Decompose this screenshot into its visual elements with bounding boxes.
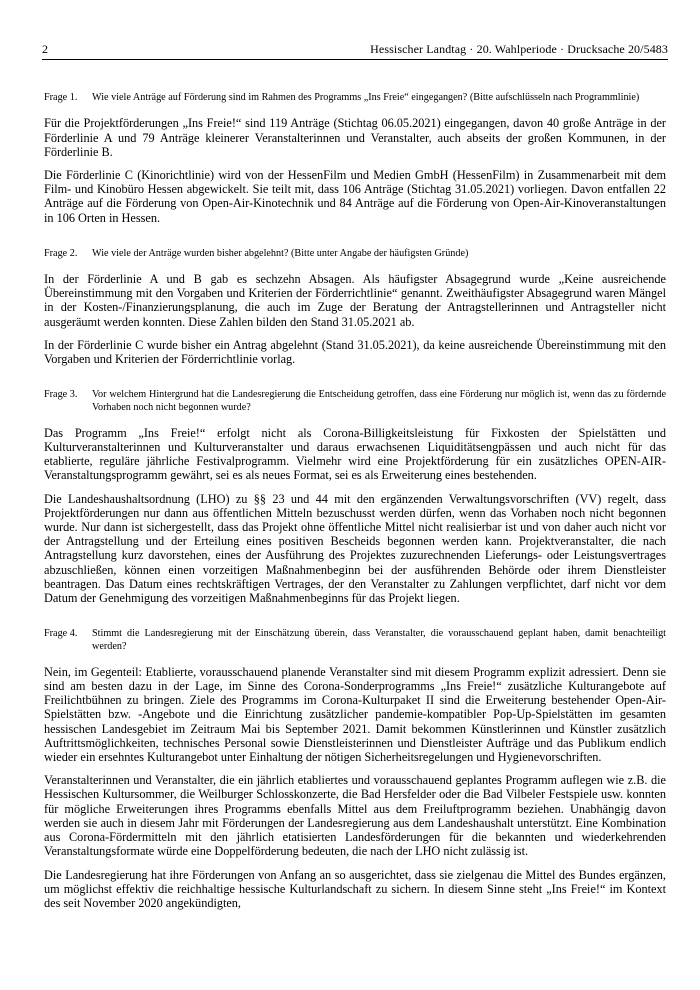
question-text: Wie viele Anträge auf Förderung sind im Rahmen des Programms „Ins Freie“ eingegangen? (Bitte aufschlüsseln nach Programmlinie) xyxy=(92,92,640,103)
question-section-3 xyxy=(44,389,666,605)
question-block xyxy=(44,628,666,653)
header-citation xyxy=(370,42,668,56)
header-document-number: Drucksache 20/5483 xyxy=(567,42,668,56)
question-label: Frage 2. xyxy=(44,247,78,259)
answer-paragraph: Die Landeshaushaltsordnung (LHO) zu §§ 23 und 44 mit den ergänzenden Verwaltungsvorschriften (VV) regelt, dass Projektförderungen nur dann aus öffentlichen Mitteln bezuschusst werden dürfen, wenn das Vorhaben noch nicht begonnen wurde. Nur dann ist sichergestellt, dass das Projekt ohne öffentliche Mittel nicht realisierbar ist und von daher auch nicht vor der Antragstellung und der Erteilung eines positiven Bescheids begonnen werden kann. Projektveranstalter, die nach Antragstellung kurz davorstehen, eines der Ausführung des Projektes zuzurechnenden Lieferungs- oder Leistungsvertrages abzuschließen, können einen vorzeitigen Maßnahmenbeginn bei der ausführenden Behörde oder ihrem Dienstleister beantragen. Das Datum eines rechtskräftigen Vertrages, der den Veranstalter zu Zahlungen verpflichtet, darf nicht vor dem Datum der Genehmigung des vorzeitigen Maßnahmenbeginns für das Projekt liegen. xyxy=(44,491,666,606)
header-publication: Hessischer Landtag xyxy=(370,42,467,56)
question-text: Vor welchem Hintergrund hat die Landesregierung die Entscheidung getroffen, dass eine Förderung nur möglich ist, wenn das zu fördernde Vorhaben noch nicht begonnen wurde? xyxy=(92,389,666,413)
document-body xyxy=(44,92,666,919)
question-label: Frage 3. xyxy=(44,389,78,401)
answer-paragraph: Die Förderlinie C (Kinorichtlinie) wird von der HessenFilm und Medien GmbH (HessenFilm) in Zusammenarbeit mit dem Film- und Kinobüro Hessen abgewickelt. Sie teilt mit, dass 106 Anträge (Stichtag 31.05.2021) vorliegen. Davon entfallen 22 Anträge auf die Förderung von Open-Air-Kinotechnik und 84 Anträge auf die Förderung von Open-Air-Kinoveranstaltungen in 106 Orten in Hessen. xyxy=(44,167,666,225)
header-separator: · xyxy=(469,42,474,56)
answer-paragraph: In der Förderlinie C wurde bisher ein Antrag abgelehnt (Stand 31.05.2021), da keine ausreichende Übereinstimmung mit den Vorgaben und Kriterien der Förderrichtlinie vorlag. xyxy=(44,337,666,367)
header-period: 20. Wahlperiode xyxy=(476,42,557,56)
question-block xyxy=(44,92,666,104)
question-block xyxy=(44,248,666,260)
page-number: 2 xyxy=(42,42,48,56)
question-label: Frage 4. xyxy=(44,628,78,640)
question-block xyxy=(44,389,666,414)
answer-paragraph: Für die Projektförderungen „Ins Freie!“ sind 119 Anträge (Stichtag 06.05.2021) eingegangen, davon 40 große Anträge in der Förderlinie A und 79 Anträge kleinerer Veranstalterinnen und Veranstalter, auch abseits der großen Kommunen, in der Förderlinie B. xyxy=(44,116,666,159)
question-label: Frage 1. xyxy=(44,92,78,103)
page-header xyxy=(42,42,668,60)
answer-paragraph: Das Programm „Ins Freie!“ erfolgt nicht als Corona-Billigkeitsleistung für Fixkosten der Spielstätten und Kulturveranstalterinnen und Kulturveranstalter und daraus erwachsenen Liquiditätsengpässen und auch nicht für das etablierte, reguläre jährliche Festivalprogramm. Vielmehr wird eine Projektförderung für ein zusätzliches OPEN-AIR-Veranstaltungsprogramm gewährt, sei es als neues Format, sei es als Erweiterung eines bestehenden. xyxy=(44,425,666,483)
answer-paragraph: Die Landesregierung hat ihre Förderungen von Anfang an so ausgerichtet, dass sie zielgenau die Mittel des Bundes ergänzen, um möglichst effektiv die reichhaltige hessische Kulturlandschaft zu sichern. In diesem Sinne steht „Ins Freie!“ im Kontext des seit November 2020 angekündigten, xyxy=(44,867,666,910)
answer-paragraph: Nein, im Gegenteil: Etablierte, vorausschauend planende Veranstalter sind mit diesem Programm explizit adressiert. Denn sie sind am besten dazu in der Lage, im Sinne des Corona-Sonderprogramms „Ins Freie!“ zusätzliche Kulturangebote auf Freilichtbühnen zu bringen. Ziele des Programms im Corona-Kulturpaket II sind die Erweiterung bestehender Open-Air-Spielstätten bzw. -Angebote und die Einrichtung zusätzlicher pandemie-kompatibler Pop-Up-Spielstätten im gesamten hessischen Landesgebiet im Zeitraum Mai bis September 2021. Damit bekommen Künstlerinnen und Künstler zusätzlich Auftrittsmöglichkeiten, technisches Personal sowie Dienstleisterinnen und Dienstleister Aufträge und das Publikum endlich wieder ein ersehntes Kulturangebot unter Einhaltung der nötigen Sicherheitsregelungen und Hygienevorschriften. xyxy=(44,664,666,765)
question-text: Wie viele der Anträge wurden bisher abgelehnt? (Bitte unter Angabe der häufigsten Gründe) xyxy=(92,247,469,259)
answer-paragraph: In der Förderlinie A und B gab es sechzehn Absagen. Als häufigster Absagegrund wurde „Keine ausreichende Übereinstimmung mit den Vorgaben und Kriterien der Förderrichtlinie“ genannt. Zweithäufigster Absagegrund waren Mängel in der Kosten-/Finanzierungsplanung, die auch im Zuge der Beratung der Antragstellerinnen und Antragsteller nicht ausgeräumt werden konnten. Diese Zahlen bilden den Stand 31.05.2021 ab. xyxy=(44,272,666,329)
question-section-2 xyxy=(44,248,666,367)
question-section-4 xyxy=(44,628,666,910)
question-section-1 xyxy=(44,92,666,225)
question-text: Stimmt die Landesregierung mit der Einschätzung überein, dass Veranstalter, die vorausschauend geplant haben, damit benachteiligt werden? xyxy=(92,628,666,652)
header-separator: · xyxy=(560,42,565,56)
answer-paragraph: Veranstalterinnen und Veranstalter, die ein jährlich etabliertes und vorausschauend geplantes Programm auflegen wie z.B. die Hessischen Kultursommer, die Weilburger Schlosskonzerte, die Bad Hersfelder oder die Bad Vilbeler Festspiele usw. konnten für mögliche Erweiterungen ihres Programms ebenfalls Mittel aus dem Freiluftprogramm beziehen. Unabhängig davon werden sie auch in diesem Jahr mit Förderungen der Landesregierung aus dem Landeshaushalt unterstützt. Eine Kombination aus Corona-Fördermitteln mit den jährlich etatisierten Landesförderungen für die bekannten und wiederkehrenden Veranstaltungsformate würde eine Doppelförderung bedeuten, die nach der LHO nicht zulässig ist. xyxy=(44,773,666,859)
